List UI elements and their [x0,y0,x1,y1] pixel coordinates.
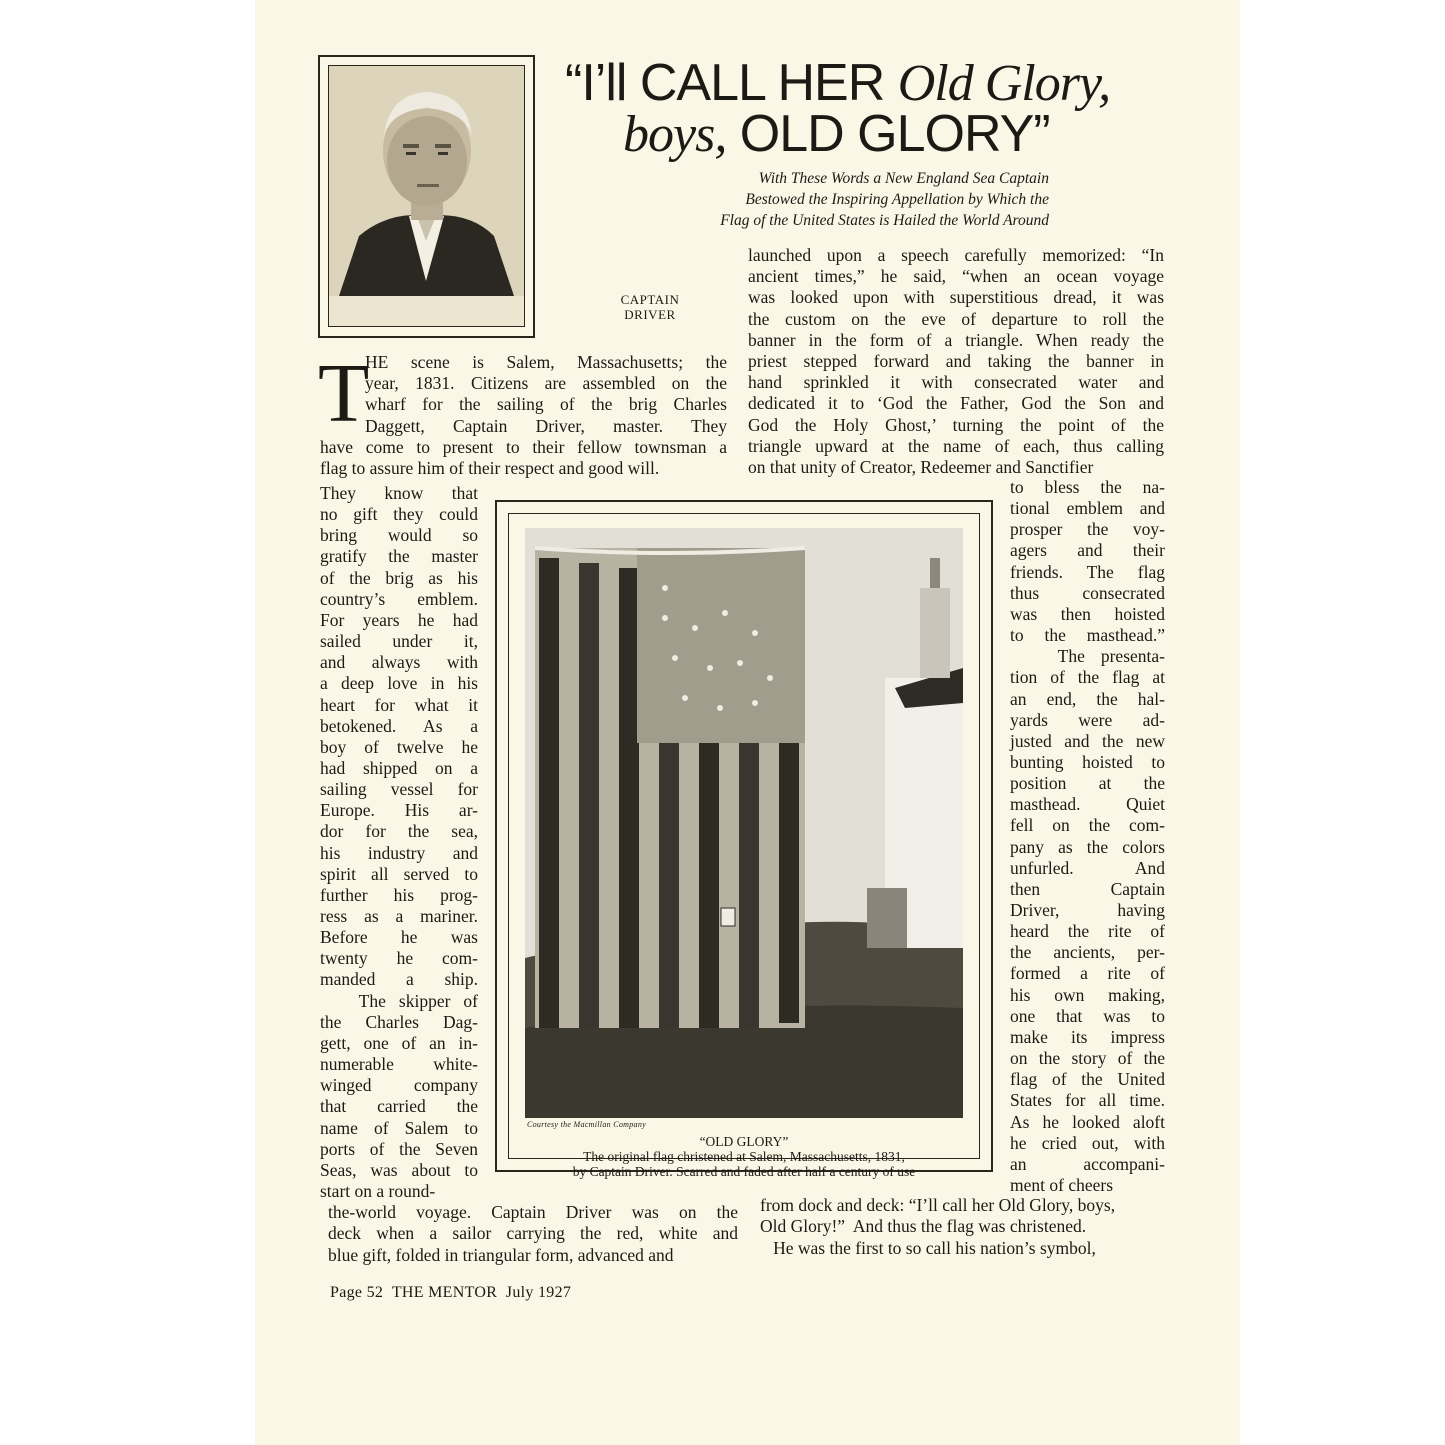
text-line: make its impress [1010,1026,1165,1047]
text-line: betokened. As a [320,715,478,736]
text-line: For years he had [320,609,478,630]
text-line: ports of the Seven [320,1138,478,1159]
text-line: bunting hoisted to [1010,751,1165,772]
text-line: wharf for the sailing of the brig Charles [365,394,727,415]
text-line: pany as the colors [1010,836,1165,857]
headline-line1 [565,55,1165,112]
text-line: name of Salem to [320,1117,478,1138]
captain-driver-photo [329,66,524,326]
drop-cap: T [318,347,370,440]
text-line: position at the [1010,773,1165,794]
text-line: They know that [320,483,478,503]
text-line: prosper the voy- [1010,519,1165,540]
text-line: to the masthead.” [1010,625,1165,646]
text-line: thus consecrated [1010,582,1165,603]
text-line: and always with [320,652,478,673]
portrait-photo [328,65,525,327]
text-line: heard the rite of [1010,921,1165,942]
text-line: he cried out, with [1010,1132,1165,1153]
text-line: the ancients, per- [1010,942,1165,963]
text-line: dedicated it to ‘God the Father, God the Son and [748,393,1164,414]
text-line: The presenta- [1010,646,1165,667]
text-line: boy of twelve he [320,736,478,757]
portrait-caption-line2: DRIVER [624,307,676,322]
text-line: numerable white- [320,1054,478,1075]
text-line: heart for what it [320,694,478,715]
text-line: hand sprinkled it with consecrated water and [748,372,1164,393]
text-line: the-world voyage. Captain Driver was on the [328,1202,738,1222]
text-line: sailing vessel for [320,779,478,800]
text-line: unfurled. And [1010,857,1165,878]
text-line: fell on the com- [1010,815,1165,836]
text-line: an end, the hal- [1010,688,1165,709]
text-line: tional emblem and [1010,498,1165,519]
footer-page-number: Page 52 [330,1284,384,1301]
headline-line1-prefix: “I’ll CALL HER [565,54,898,112]
text-line: his own making, [1010,984,1165,1005]
text-line: blue gift, folded in triangular form, advanced and [328,1244,674,1265]
text-line: sailed under it, [320,631,478,652]
text-line: He was the first to so call his nation’s symbol, [760,1237,1096,1258]
text-line: As he looked aloft [1010,1111,1165,1132]
magazine-page [255,0,1240,1445]
text-line: gett, one of an in- [320,1032,478,1053]
text-line: from dock and deck: “I’ll call her Old Glory, boys, [760,1195,1116,1215]
text-line: have come to present to their fellow townsman a [320,436,727,457]
text-line: the custom on the eve of departure to roll the [748,308,1164,329]
footer-magazine: THE MENTOR [391,1284,498,1301]
flag-canton [637,548,805,743]
portrait-caption-line1: CAPTAIN [620,292,680,307]
figure-caption-line1: The original flag christened at Salem, Massachusetts, 1831, [583,1149,905,1164]
text-line: start on a round- [320,1180,436,1201]
figure-caption [509,1126,979,1179]
text-line: God the Holy Ghost,’ turning the point of the [748,414,1164,435]
text-line: States for all time. [1010,1090,1165,1111]
text-line: was looked upon with superstitious dread, it was [748,287,1164,308]
text-line: agers and their [1010,540,1165,561]
figure-caption-line2: by Captain Driver. Scarred and faded after half a century of use [572,1164,916,1179]
subtitle-line: Flag of the United States is Hailed the World Around [720,212,1049,229]
photo-credit: Courtesy the Macmillan Company [527,1120,646,1129]
text-line: on that unity of Creator, Redeemer and Sanctifier [748,457,1094,477]
text-line: flag to assure him of their respect and good will. [320,458,660,478]
text-line: was then hoisted [1010,603,1165,624]
deck-subtitle [665,168,1049,231]
headline-line2-italic: boys, [623,106,727,163]
figure-caption-title: “OLD GLORY” [699,1134,789,1149]
text-line: formed a rite of [1010,963,1165,984]
portrait-caption [595,292,705,322]
text-line: to bless the na- [1010,477,1165,497]
text-line: twenty he com- [320,948,478,969]
text-line: Daggett, Captain Driver, master. They [365,415,727,436]
figure-inner-border [508,513,980,1179]
text-line: an accompani- [1010,1153,1165,1174]
text-line: Driver, having [1010,900,1165,920]
text-line: a deep love in his [320,673,478,694]
text-line: HE scene is Salem, Massachusetts; the [365,352,727,372]
text-line: Europe. His ar- [320,800,478,821]
subtitle-line: With These Words a New England Sea Captain [758,170,1049,187]
old-glory-photo [525,528,963,1118]
text-line: on the story of the [1010,1048,1165,1069]
text-line: banner in the form of a triangle. When ready the [748,329,1164,350]
text-line: of the brig as his [320,567,478,588]
text-line: ancient times,” he said, “when an ocean voyage [748,266,1164,287]
subtitle-line: Bestowed the Inspiring Appellation by Which the [745,191,1049,208]
headline-line2-suffix: OLD GLORY” [726,105,1050,163]
text-line: yards were ad- [1010,709,1165,730]
flag-photo-image [525,528,963,1118]
text-line: further his prog- [320,884,478,905]
headline-line2 [623,106,1183,163]
figure-frame [495,500,993,1179]
footer-date: July 1927 [505,1284,572,1301]
portrait-frame [318,55,535,338]
text-line: one that was to [1010,1005,1165,1026]
text-line: priest stepped forward and taking the banner in [748,351,1164,371]
page-footer [330,1284,571,1302]
text-line: that carried the [320,1096,478,1117]
text-line: spirit all served to [320,863,478,884]
text-line: The skipper of [320,990,478,1011]
text-line: ment of cheers [1010,1174,1114,1195]
text-line: Before he was [320,927,478,948]
text-line: tion of the flag at [1010,667,1165,688]
headline-line1-italic: Old Glory, [897,55,1111,112]
text-line: masthead. Quiet [1010,794,1165,815]
text-line: his industry and [320,842,478,863]
text-line: then Captain [1010,878,1165,899]
text-line: had shipped on a [320,757,478,778]
text-line: no gift they could [320,504,478,525]
text-line: flag of the United [1010,1069,1165,1090]
text-line: dor for the sea, [320,821,478,842]
text-line: Seas, was about to [320,1159,478,1180]
text-line: winged company [320,1075,478,1096]
text-line: the Charles Dag- [320,1011,478,1032]
text-line: triangle upward at the name of each, thus calling [748,435,1164,456]
text-line: ress as a mariner. [320,906,478,926]
text-line: friends. The flag [1010,561,1165,582]
text-line: bring would so [320,525,478,546]
text-line: manded a ship. [320,969,478,990]
text-line: justed and the new [1010,730,1165,751]
text-line: deck when a sailor carrying the red, white and [328,1223,738,1244]
text-line: year, 1831. Citizens are assembled on the [365,373,727,394]
text-line: gratify the master [320,546,478,567]
text-line: launched upon a speech carefully memorized: “In [748,245,1164,265]
text-line: Old Glory!” And thus the flag was christened. [760,1216,1087,1237]
text-line: country’s emblem. [320,588,478,609]
